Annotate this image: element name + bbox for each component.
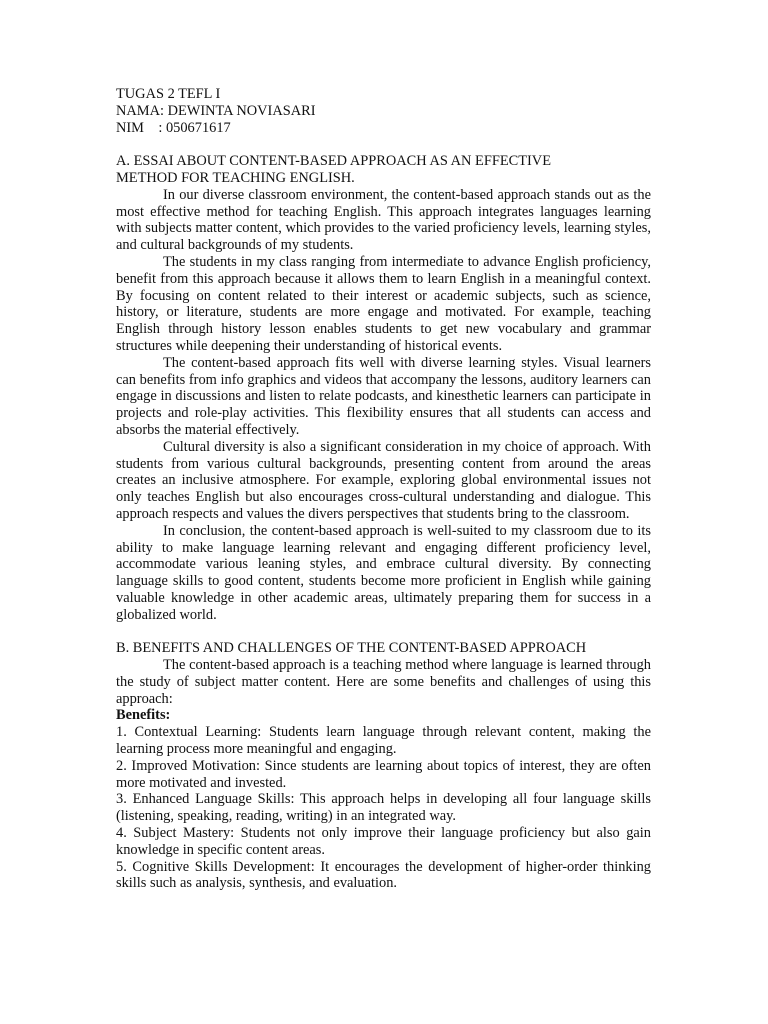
benefit-item: 5. Cognitive Skills Development: It encourages the development of higher-order thinking skills such as analysis, synthesis, and evaluation. xyxy=(116,858,651,892)
spacer xyxy=(116,624,651,641)
essay-paragraph: The content-based approach fits well with diverse learning styles. Visual learners can benefits from info graphics and videos that accompany the lessons, auditory learners can engage in discussions and listen to relate podcasts, and kinesthetic learners can participate in projects and role-play activities. This flexibility ensures that all students can access and absorbs the material effectively. xyxy=(116,354,651,438)
section-a-title-cont: METHOD FOR TEACHING ENGLISH. xyxy=(116,169,355,186)
benefits-heading: Benefits: xyxy=(116,707,171,724)
spacer xyxy=(116,136,651,153)
student-id: NIM : 050671617 xyxy=(116,119,231,136)
section-b-title: B. BENEFITS AND CHALLENGES OF THE CONTENT-BASED APPROACH xyxy=(116,640,587,657)
document-page xyxy=(116,86,651,892)
benefit-item: 3. Enhanced Language Skills: This approach helps in developing all four language skills (listening, speaking, reading, writing) in an integrated way. xyxy=(116,791,651,825)
essay-paragraph: In conclusion, the content-based approach is well-suited to my classroom due to its ability to make language learning relevant and engaging different proficiency level, accommodate various leaning styles, and embrace cultural diversity. By connecting language skills to good content, students become more proficient in English while gaining valuable knowledge in other academic areas, ultimately preparing them for success in a globalized world. xyxy=(116,522,651,623)
essay-paragraph: In our diverse classroom environment, the content-based approach stands out as the most effective method for teaching English. This approach integrates languages learning with subjects matter content, which provides to the varied proficiency levels, learning styles, and cultural backgrounds of my students. xyxy=(116,186,651,254)
benefit-item: 2. Improved Motivation: Since students are learning about topics of interest, they are often more motivated and invested. xyxy=(116,757,651,791)
benefit-item: 4. Subject Mastery: Students not only improve their language proficiency but also gain knowledge in specific content areas. xyxy=(116,825,651,858)
assignment-title: TUGAS 2 TEFL I xyxy=(116,86,221,102)
essay-paragraph: Cultural diversity is also a significant consideration in my choice of approach. With students from various cultural backgrounds, presenting content from around the areas creates an inclusive atmosphere. For example, exploring global environmental issues not only teaches English but also encourages cross-cultural understanding and dialogue. This approach respects and values the divers perspectives that students bring to the classroom. xyxy=(116,438,651,522)
section-a-title: A. ESSAI ABOUT CONTENT-BASED APPROACH AS AN EFFECTIVE xyxy=(116,153,551,170)
benefit-item: 1. Contextual Learning: Students learn language through relevant content, making the learning process more meaningful and engaging. xyxy=(116,724,651,758)
section-b-intro: The content-based approach is a teaching method where language is learned through the study of subject matter content. Here are some benefits and challenges of using this approach: xyxy=(116,657,651,707)
essay-paragraph: The students in my class ranging from intermediate to advance English proficiency, benefit from this approach because it allows them to learn English in a meaningful context. By focusing on content related to their interest or academic subjects, such as science, history, or literature, students are more engage and motivated. For example, teaching English through history lesson enables students to get new vocabulary and grammar structures while deepening their understanding of historical events. xyxy=(116,253,651,354)
student-name: NAMA: DEWINTA NOVIASARI xyxy=(116,102,316,119)
